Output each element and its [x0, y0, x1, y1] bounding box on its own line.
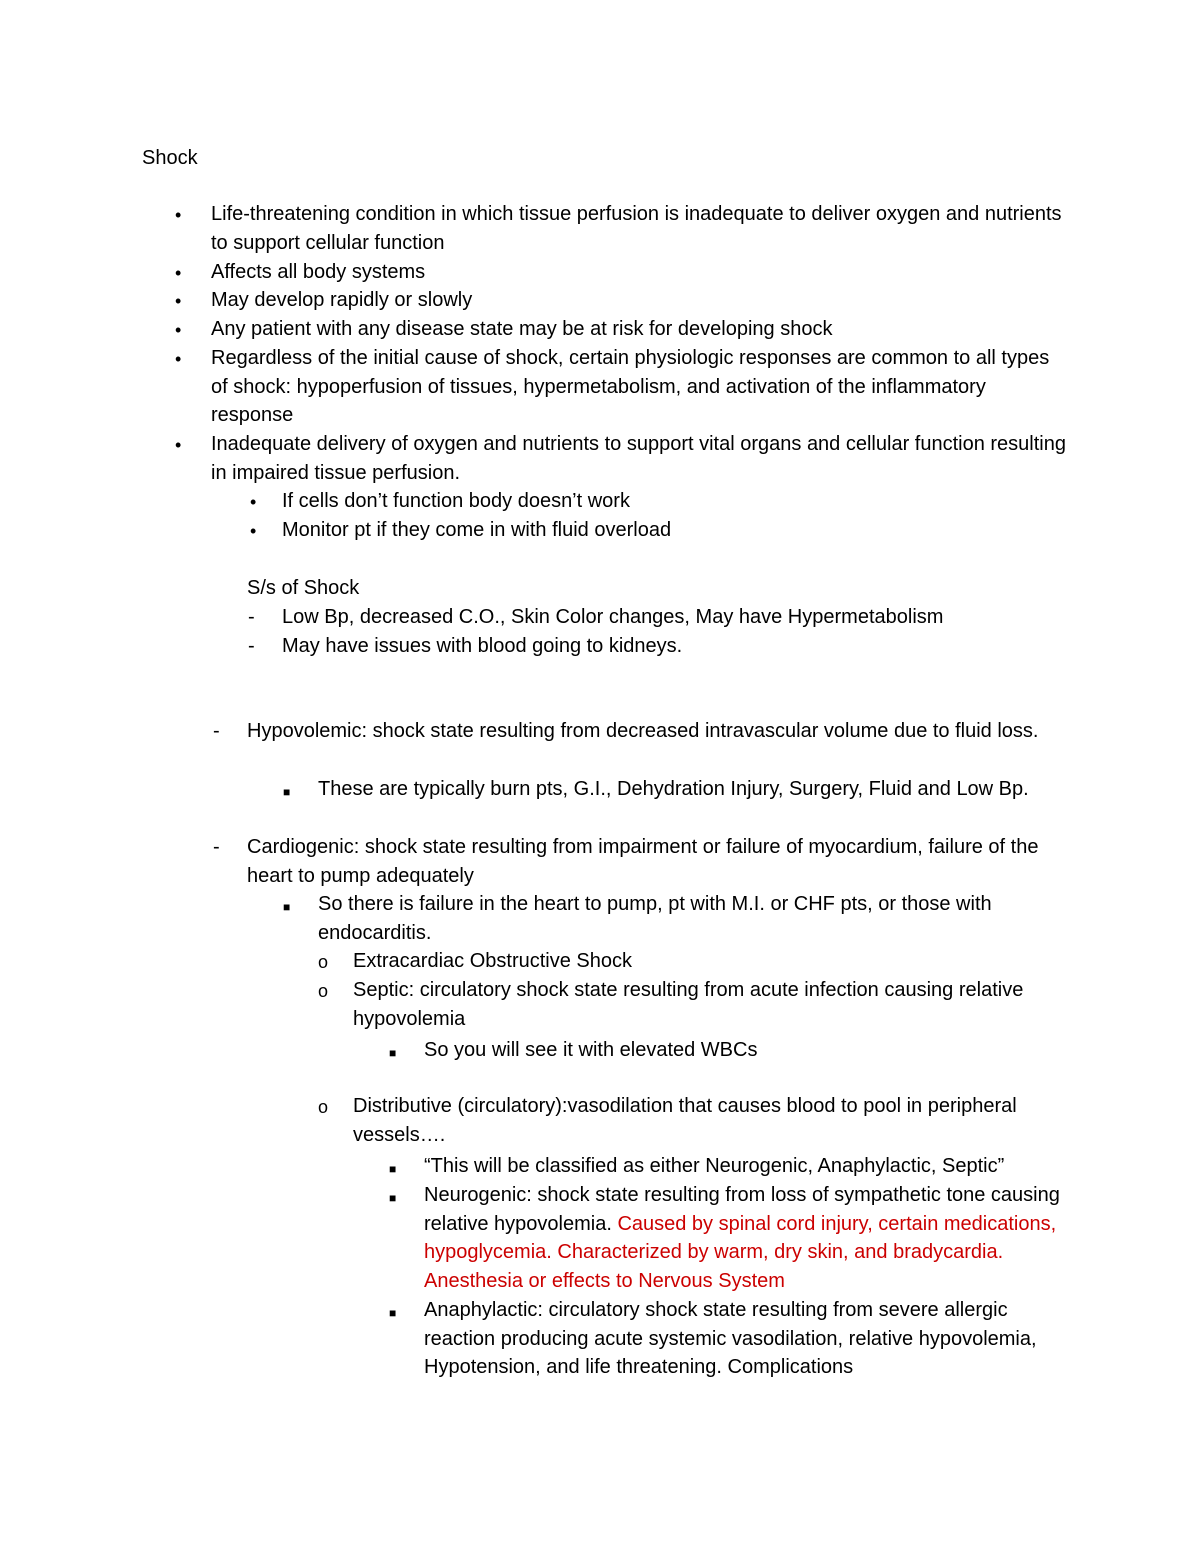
dash-marker: - — [248, 635, 255, 657]
bullet-marker: • — [175, 349, 182, 369]
bullet-marker: • — [175, 205, 182, 225]
square-bullet-marker: ■ — [283, 785, 291, 799]
neurogenic-highlight: Caused by spinal cord injury, certain medications, hypoglycemia. Characterized by warm, dry skin, and bradycardia. Anesthesia or effects to Nervous System — [424, 1212, 1057, 1293]
dash-marker: - — [213, 836, 220, 858]
distributive-text: Distributive (circulatory):vasodilation that causes blood to pool in peripheral vessels…. — [353, 1095, 1017, 1146]
square-bullet-marker: ■ — [283, 900, 291, 914]
distributive-classification: “This will be classified as either Neurogenic, Anaphylactic, Septic” — [424, 1155, 1005, 1177]
square-bullet-marker: ■ — [389, 1306, 397, 1320]
intro-subpoint-2: Monitor pt if they come in with fluid overload — [282, 519, 672, 541]
intro-point-5: Regardless of the initial cause of shock, certain physiologic responses are common to all types of shock: hypoperfusion of tissues, hypermetabolism, and activation of the inflammatory response — [211, 347, 1050, 427]
dash-marker: - — [213, 720, 220, 742]
cardiogenic-text: Cardiogenic: shock state resulting from impairment or failure of myocardium, failure of the heart to pump adequately — [247, 836, 1039, 887]
dash-marker: - — [248, 606, 255, 628]
sign-item-1: Low Bp, decreased C.O., Skin Color changes, May have Hypermetabolism — [282, 606, 944, 628]
septic-note: So you will see it with elevated WBCs — [424, 1039, 758, 1061]
hypovolemic-text: Hypovolemic: shock state resulting from decreased intravascular volume due to fluid loss. — [247, 720, 1039, 742]
intro-subpoint-1: If cells don’t function body doesn’t work — [282, 490, 630, 512]
hypovolemic-note: These are typically burn pts, G.I., Dehydration Injury, Surgery, Fluid and Low Bp. — [318, 778, 1029, 800]
signs-heading: S/s of Shock — [247, 577, 360, 599]
circle-bullet-marker: o — [318, 981, 329, 1001]
square-bullet-marker: ■ — [389, 1162, 397, 1176]
bullet-marker: • — [250, 492, 257, 512]
bullet-marker: • — [175, 263, 182, 283]
cardiogenic-note: So there is failure in the heart to pump, pt with M.I. or CHF pts, or those with endocarditis. — [318, 893, 992, 944]
square-bullet-marker: ■ — [389, 1191, 397, 1205]
neurogenic-item — [424, 1181, 1064, 1296]
square-bullet-marker: ■ — [389, 1046, 397, 1060]
bullet-marker: • — [175, 435, 182, 455]
obstructive-text: Extracardiac Obstructive Shock — [353, 950, 632, 972]
bullet-marker: • — [175, 291, 182, 311]
circle-bullet-marker: o — [318, 952, 329, 972]
septic-text: Septic: circulatory shock state resulting from acute infection causing relative hypovolemia — [353, 979, 1024, 1030]
intro-point-3: May develop rapidly or slowly — [211, 289, 473, 311]
anaphylactic-text: Anaphylactic: circulatory shock state resulting from severe allergic reaction producing acute systemic vasodilation, relative hypovolemia, Hypotension, and life threatening. Complications — [424, 1299, 1037, 1379]
bullet-marker: • — [250, 521, 257, 541]
circle-bullet-marker: o — [318, 1097, 329, 1117]
page-title: Shock — [142, 147, 198, 169]
intro-point-2: Affects all body systems — [211, 261, 426, 283]
bullet-marker: • — [175, 320, 182, 340]
intro-point-4: Any patient with any disease state may be at risk for developing shock — [211, 318, 833, 340]
sign-item-2: May have issues with blood going to kidneys. — [282, 635, 683, 657]
neurogenic-text: Neurogenic: shock state resulting from loss of sympathetic tone causing relative hypovolemia. — [424, 1184, 1060, 1235]
intro-point-6: Inadequate delivery of oxygen and nutrients to support vital organs and cellular function resulting in impaired tissue perfusion. — [211, 433, 1066, 484]
intro-point-1: Life-threatening condition in which tissue perfusion is inadequate to deliver oxygen and nutrients to support cellular function — [211, 203, 1062, 254]
